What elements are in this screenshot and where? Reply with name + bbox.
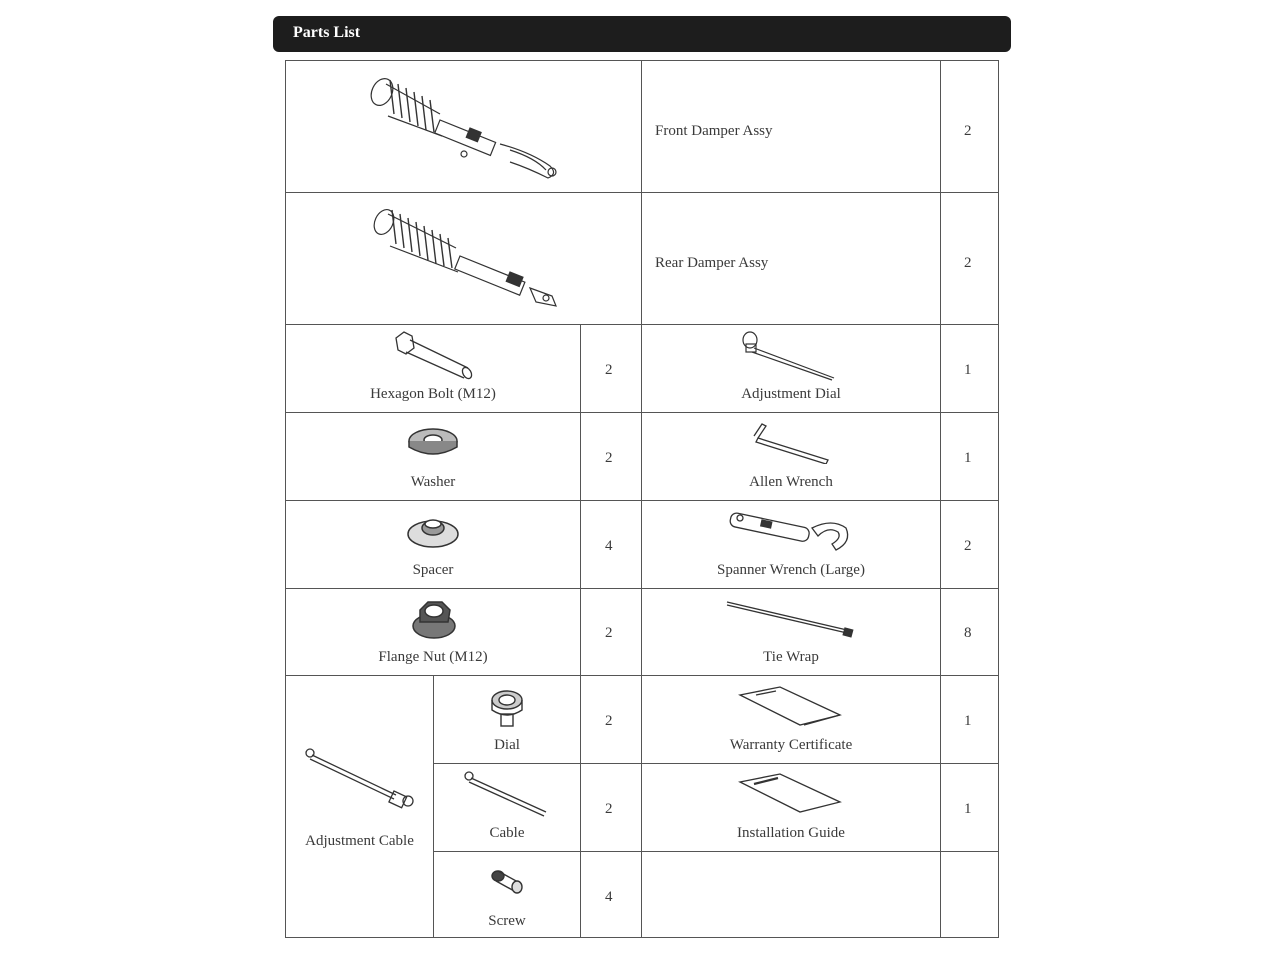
allen-wrench-illustration <box>748 422 834 464</box>
front-damper-label: Front Damper Assy <box>655 123 773 139</box>
adj-dial-label: Adjustment Dial <box>741 386 841 402</box>
adj-dial-illustration <box>740 330 840 382</box>
washer-illustration <box>407 425 459 461</box>
spanner-qty: 2 <box>964 538 972 554</box>
tie-wrap-qty: 8 <box>964 625 972 641</box>
hex-bolt-qty: 2 <box>605 362 613 378</box>
header-title: Parts List <box>293 24 361 41</box>
rear-damper-qty: 2 <box>964 255 972 271</box>
rear-damper-illustration <box>360 202 570 317</box>
empty-qty-cell <box>940 851 999 938</box>
tie-wrap-label: Tie Wrap <box>763 649 819 665</box>
warranty-label: Warranty Certificate <box>729 737 853 753</box>
cable-illustration <box>462 770 552 818</box>
warranty-certificate-illustration <box>736 685 844 727</box>
screw-label: Screw <box>488 913 526 929</box>
adj-dial-qty: 1 <box>964 362 972 378</box>
dial-illustration <box>487 688 527 732</box>
front-damper-illustration <box>360 70 570 185</box>
spanner-wrench-illustration <box>728 510 854 558</box>
install-label: Installation Guide <box>737 825 845 841</box>
adj-cable-label: Adjustment Cable <box>305 833 414 849</box>
washer-qty: 2 <box>605 450 613 466</box>
screw-qty: 4 <box>605 889 613 905</box>
empty-cell <box>641 851 941 938</box>
cable-qty: 2 <box>605 801 613 817</box>
washer-label: Washer <box>410 474 456 490</box>
screw-illustration <box>490 868 526 898</box>
tie-wrap-illustration <box>725 598 857 640</box>
flange-nut-illustration <box>410 600 458 642</box>
spacer-label: Spacer <box>412 562 454 578</box>
cable-label: Cable <box>489 825 525 841</box>
install-qty: 1 <box>964 801 972 817</box>
hex-bolt-illustration <box>392 330 477 380</box>
allen-label: Allen Wrench <box>749 474 833 490</box>
dial-qty: 2 <box>605 713 613 729</box>
flange-nut-label: Flange Nut (M12) <box>378 649 488 665</box>
installation-guide-illustration <box>736 772 844 814</box>
spacer-qty: 4 <box>605 538 613 554</box>
spanner-label: Spanner Wrench (Large) <box>717 562 865 578</box>
adj-cable-illustration <box>302 745 418 811</box>
rear-damper-label: Rear Damper Assy <box>655 255 769 271</box>
flange-nut-qty: 2 <box>605 625 613 641</box>
spacer-illustration <box>405 512 461 552</box>
warranty-qty: 1 <box>964 713 972 729</box>
dial-label: Dial <box>494 737 520 753</box>
front-damper-qty: 2 <box>964 123 972 139</box>
hex-bolt-label: Hexagon Bolt (M12) <box>370 386 496 402</box>
allen-qty: 1 <box>964 450 972 466</box>
